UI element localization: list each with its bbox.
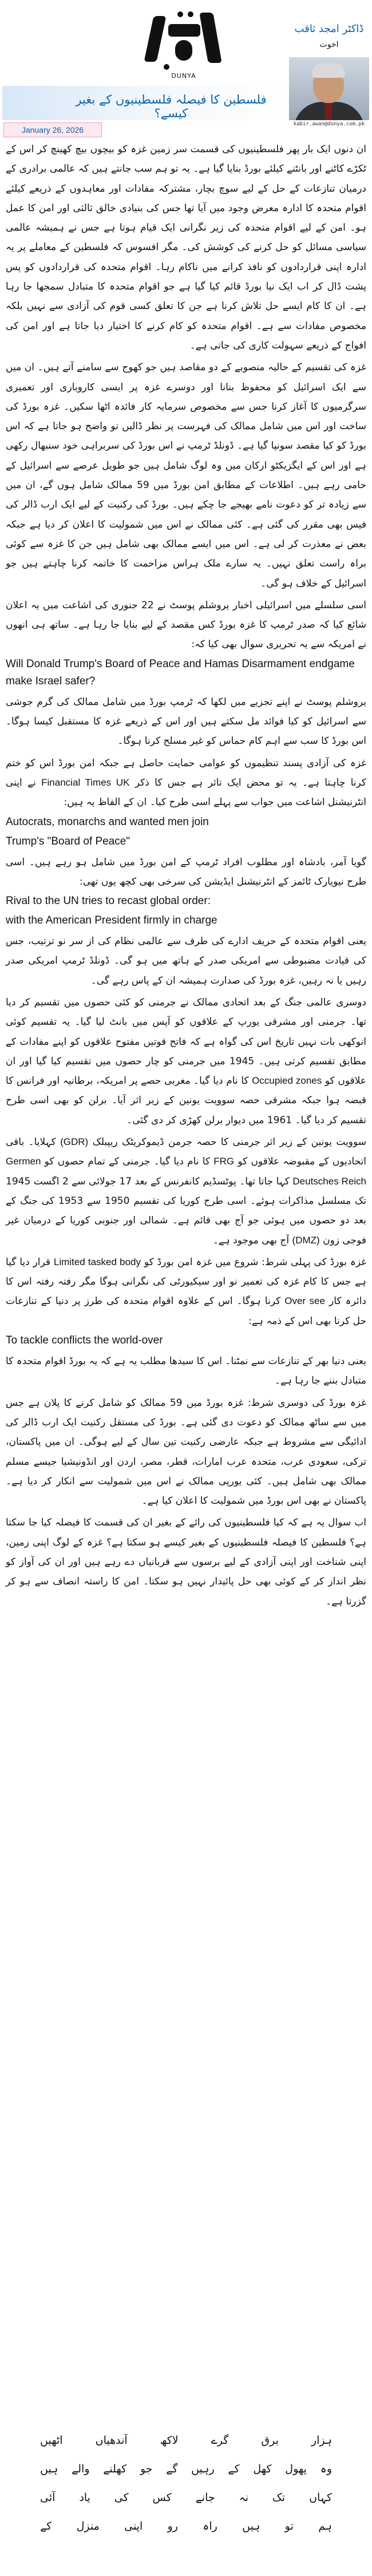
columnist-email[interactable]: kabir.awan@dunya.com.pk	[293, 121, 365, 127]
paragraph	[6, 754, 366, 990]
paragraph	[6, 1132, 366, 1250]
paragraph-text: گویا آمر، بادشاہ اور مطلوب افراد ٹرمپ کے امن بورڈ میں شامل ہو رہے ہیں۔ اسی طرح نیویارک ٹائمز کے انٹرنیشنل ایڈیشن کی سرخی بھی کچھ یوں تھی:	[6, 856, 366, 887]
english-term: (DMZ)	[292, 1234, 320, 1246]
english-term: Limited tasked body	[53, 1256, 141, 1267]
poem-word: کی	[114, 2491, 129, 2504]
article-body	[6, 140, 366, 1614]
paragraph-text: سوویت یونین کے زیر اثر جرمنی کا حصہ جرمن ڈیموکریٹک ریپبلک	[92, 1136, 367, 1148]
headline: فلسطین کا فیصلہ فلسطینیوں کے بغیر کیسے؟	[76, 93, 267, 120]
source-name: Financial Times UK	[41, 776, 130, 788]
columnist-name: ڈاکٹر امجد ثاقب	[294, 23, 364, 35]
poem-word: یاد	[79, 2491, 90, 2504]
paragraph-text: نے اپنی انٹرنیشنل اشاعت میں جواب سے پہلے اسی طرح کیا۔ ان کے الفاظ یہ ہیں:	[6, 776, 366, 809]
poem-word: ہیں	[242, 2520, 260, 2533]
english-quote: Will Donald Trump's Board of Peace and Hamas Disarmament endgame make Israel safer?	[6, 657, 355, 687]
columnist-photo	[289, 57, 369, 120]
poem-word: تک	[272, 2491, 286, 2504]
paragraph: غزہ کی تقسیم کے حالیہ منصوبے کے دو مقاصد ہیں جو کھوج سے سامنے آتے ہیں۔ ان میں سے ایک اسرائیل کو محفوظ بنانا اور دوسرے غزہ پر ایسی کاروباری اور تعمیری سرگرمیوں کا آغاز کرنا جس سے مخصوص سرمایہ کار فائدہ اٹھا سکیں۔ غزہ بورڈ کی ساخت اور اس میں شامل ممالک کی فہرست پر نظر ڈالیں تو واضح ہو جاتا ہے کہ اس بورڈ کو کیا مقصد سونپا گیا ہے۔ ڈونلڈ ٹرمپ نے اس بورڈ کی سربراہی خود سنبھال رکھی ہے اور اس کے ایگزیکٹو ارکان میں وہ لوگ شامل ہیں جو طویل عرصے سے اسرائیل کے حامی رہے ہیں۔ اطلاعات کے مطابق امن بورڈ میں 59 ممالک شامل ہوں گے، ان میں سے زیادہ تر کو دعوت نامے بھیجے جا چکے ہیں۔ بورڈ کی رکنیت کے لیے ایک ارب ڈالر کی فیس بھی مقرر کی گئی ہے۔ کئی ممالک نے اس میں شمولیت کا اعلان کر دیا ہے جبکہ بعض نے معذرت کر لی ہے۔ اس میں ایسے ممالک بھی شامل ہیں جن کا غزہ سے کوئی براہ راست تعلق نہیں۔ یہ سارے ملک ہراس مزاحمت کا خاتمہ کرنا چاہتے ہیں جو اسرائیل کے خلاف ہو گی۔	[6, 362, 366, 589]
poem-word: وہ	[320, 2463, 332, 2475]
paragraph-text: کرنا ہوگا۔ اس کے علاوہ اقوام متحدہ کی طرز پر دنیا کے تنازعات حل کرنا بھی اس کے ذمہ ہے:	[6, 1295, 366, 1327]
poem-word: گے	[166, 2463, 178, 2475]
poem-verse	[40, 2512, 332, 2541]
column-tag: اخوت	[319, 40, 339, 49]
dunya-logo	[141, 5, 227, 72]
poem-word: اپنی	[124, 2520, 143, 2533]
poem-word: آندھیاں	[95, 2434, 128, 2447]
poem-word: پھول	[285, 2463, 307, 2475]
paragraph-text: کا نام دیا گیا۔ مغربی حصے پر امریکہ، برطانیہ اور فرانس کا قبضہ ہوا جبکہ مشرقی حصہ سوویت یونین کے زیر اثر آیا۔ برلن کو بھی اسی طرح تقسیم کر دیا گیا۔ 1961 میں دیوار برلن کھڑی کر دی گئی۔	[6, 1075, 366, 1126]
poem-word: جو	[140, 2463, 153, 2475]
paragraph-text: دوسری عالمی جنگ کے بعد اتحادی ممالک نے جرمنی کو کئی حصوں میں تقسیم کر دیا تھا۔ جرمنی اور مشرقی یورپ کے علاقوں کو آپس میں بانٹ لیا گیا۔ یہ تقسیم کوئی انوکھی بات نہیں تاریخ اس کی گواہ ہے کہ فاتح قوتیں مفتوح علاقوں کو اپنے مفادات کے مطابق تقسیم کرتی ہیں۔ 1945 میں جرمنی کو چار حصوں میں تقسیم کیا گیا اور ان علاقوں کو	[6, 996, 367, 1087]
paragraph-text: یروشلم پوسٹ نے اپنے تجزیے میں لکھا کہ ٹرمپ بورڈ میں شامل ممالک کی گرم جوشی سے اسرائیل کو کیا فوائد مل سکتے ہیں اور اس کے ذریعے غزہ کا مستقبل کیسا ہوگا۔ اس بورڈ کا سب سے اہم کام حماس کو غیر مسلح کرنا ہوگا۔	[6, 696, 366, 747]
poem-word: ہم	[318, 2520, 332, 2533]
poem-word: کے	[228, 2463, 240, 2475]
paragraph-text: کہلایا۔ باقی اتحادیوں کے مقبوضہ علاقوں کو	[6, 1136, 367, 1168]
english-quote: To tackle conflicts the world-over	[6, 1334, 163, 1347]
closing-poem	[40, 2426, 332, 2541]
paragraph: اب سوال یہ ہے کہ کیا فلسطینیوں کی رائے کے بغیر ان کی قسمت کا فیصلہ کیا جا سکتا ہے؟ فلسطین کا فیصلہ فلسطینیوں کے بغیر کیسے ہو سکتا ہے؟ غزہ کے لوگ اپنی زمین، اپنی شناخت اور اپنی آزادی کے لیے برسوں سے قربانیاں دے رہے ہیں اور ان کی آواز کو نظر انداز کر کے کوئی بھی حل پائیدار نہیں ہو سکتا۔ امن کا راستہ انصاف سے ہو کر گزرتا ہے۔	[6, 1517, 366, 1607]
paragraph: ان دنوں ایک بار پھر فلسطینیوں کی قسمت سر زمین غزہ کو بیچوں بیچ کھینچ کر اس کے ٹکڑے کاٹنے اور بانٹنے کیلئے بورڈ بنایا گیا ہے۔ یہ تو ہم سب جانتے ہیں کہ عالمی برادری کے درمیان تنازعات کے حل کے لیے سوچ بچار، مشترکہ مفادات اور معاہدوں کے ذریعے کیلئے اقوام متحدہ کا ادارہ معرض وجود میں آیا تھا جس کی بنیادی خالق ثالثی اور امن کا عمل ہو۔ امن کے لیے اقوام متحدہ کی زیر نگرانی ایک قیام ہوتا ہے جس نے ہمیشہ عالمی سیاسی مسائل کو حل کرنے کی کوشش کی۔ مگر افسوس کہ فلسطین کے معاملے پر یہ ادارہ اپنی قراردادوں کو نافذ کرانے میں ناکام رہا۔ اقوام متحدہ کی قراردادوں کو پس پشت ڈال کر اب ایک نیا بورڈ قائم کیا گیا ہے جو اقوام متحدہ کا متبادل سمجھا جا رہا ہے۔ ان کا کام ایسے حل تلاش کرنا ہے جن کا تعلق کسی قوم کی آزادی سے نہیں بلکہ مخصوص مفادات سے ہے۔ اقوام متحدہ کو کام کرنے کا اختیار دیا جاتا ہے اور امن کی افواج کے ذریعے سہولت کاری کی جاتی ہے۔	[6, 144, 366, 351]
paragraph-text: یعنی اقوام متحدہ کے حریف ادارے کی طرف سے عالمی نظام کی از سر نو ترتیب، جس کی قیادت مضبوطی سے امریکی صدر کے ہاتھ میں ہو گی۔ ڈونلڈ ٹرمپ امریکی صدر رہیں یا نہ رہیں، غزہ بورڈ کی صدارت ہمیشہ ان کے پاس رہے گی۔	[6, 936, 366, 986]
paragraph	[6, 993, 366, 1130]
paragraph-text: کا نام دیا گیا۔ جرمنی کے تمام حصوں کو	[44, 1156, 210, 1168]
english-quote: Autocrats, monarchs and wanted men join	[6, 815, 209, 828]
publish-date: January 26, 2026	[3, 122, 102, 137]
paragraph	[6, 596, 366, 751]
paragraph-text: کہا جاتا تھا۔ پوٹسڈیم کانفرنس کے بعد 17 جولائی سے 2 اگست 1945 تک مسلسل مذاکرات ہوئے۔ اسی طرح کوریا کی تقسیم 1950 سے 1953 کی جنگ کے بعد دو حصوں میں ہوئی جو آج بھی قائم ہے۔ شمالی اور جنوبی کوریا کے درمیان غیر فوجی زون	[6, 1175, 367, 1246]
poem-verse	[40, 2426, 332, 2455]
poem-word: رو	[167, 2520, 178, 2533]
english-term: (GDR)	[60, 1136, 89, 1148]
poem-verse	[40, 2483, 332, 2512]
poem-word: منزل	[76, 2520, 100, 2533]
poem-word: کس	[152, 2491, 172, 2504]
poem-word: راہ	[203, 2520, 217, 2533]
english-quote: Trump's "Board of Peace"	[6, 835, 130, 847]
poem-word: جانے	[195, 2491, 215, 2504]
poem-word: کہاں	[309, 2491, 332, 2504]
poem-word: کھلنے	[103, 2463, 127, 2475]
logo-subtitle: DUNYA	[171, 72, 196, 80]
poem-word: نہ	[239, 2491, 248, 2504]
paragraph-text: یعنی دنیا بھر کے تنازعات سے نمٹنا۔ اس کا سیدھا مطلب یہ ہے کہ یہ بورڈ اقوام متحدہ کا متبادل بننے جا رہا ہے۔	[6, 1356, 366, 1387]
poem-verse	[40, 2455, 332, 2483]
poem-word: کھل	[253, 2463, 272, 2475]
poem-word: ہزار	[311, 2434, 332, 2447]
english-term: Germen Deutsches Reich	[6, 1156, 367, 1187]
poem-word: اٹھیں	[40, 2434, 63, 2447]
paragraph	[6, 1253, 366, 1391]
english-quote: Rival to the UN tries to recast global order:	[6, 895, 211, 907]
poem-word: ہیں	[40, 2463, 58, 2475]
english-quote: with the American President firmly in charge	[6, 914, 217, 927]
paragraph-text: غزہ کی آزادی پسند تنظیموں کو عوامی حمایت حاصل ہے جبکہ امن بورڈ اس کو ختم کرنا چاہتا ہے۔ یہ تو محض ایک تاثر ہے جس کا ذکر	[6, 757, 366, 788]
english-term: Occupied zones	[252, 1075, 322, 1087]
poem-word: لاکھ	[160, 2434, 179, 2447]
poem-word: والے	[72, 2463, 90, 2475]
paragraph-text: قرار دیا گیا ہے جس کا کام غزہ کی تعمیر نو اور سیکیورٹی کی نگرانی ہوگا مگر رفتہ رفتہ اس کا دائرہ کار	[6, 1256, 366, 1307]
poem-word: گرے	[211, 2434, 229, 2447]
paragraph-text: آج بھی موجود ہے۔	[212, 1234, 290, 1246]
paragraph: غزہ بورڈ کی دوسری شرط: غزہ بورڈ میں 59 ممالک کو شامل کرنے کا پلان ہے جس میں سے ساٹھ ممالک کو دعوت دی گئی ہے۔ بورڈ کی مستقل رکنیت ایک ارب ڈالر کی ادائیگی سے مشروط ہے جبکہ عارضی رکنیت تین سال کے لیے ہوگی۔ ان میں پاکستان، ترکی، سعودی عرب، متحدہ عرب امارات، قطر، مصر، اردن اور انڈونیشیا جیسے مسلم ممالک بھی شامل ہیں۔ کئی یورپی ممالک نے اس میں شمولیت سے انکار کر دیا ہے۔ پاکستان نے بھی اس بورڈ میں شمولیت کا اعلان کیا ہے۔	[6, 1397, 366, 1507]
poem-word: کے	[40, 2520, 52, 2533]
paragraph-text: اسی سلسلے میں اسرائیلی اخبار یروشلم پوسٹ نے 22 جنوری کی اشاعت میں یہ اعلان شائع کیا کہ صدر ٹرمپ کا غزہ بورڈ کس مقصد کے لیے بنایا جا رہا ہے۔ ساتھ ہی انھوں نے امریکہ سے یہ تحریری سوال بھی کیا کہ:	[6, 599, 366, 651]
masthead	[0, 0, 372, 120]
poem-word: آئی	[40, 2491, 56, 2504]
english-term: FRG	[213, 1156, 235, 1167]
poem-word: تو	[284, 2520, 294, 2533]
paragraph-text: غزہ بورڈ کی پہلی شرط: شروع میں غزہ امن بورڈ کو	[144, 1256, 367, 1268]
poem-word: برق	[261, 2434, 279, 2447]
english-term: Over see	[284, 1295, 325, 1307]
poem-word: رہیں	[191, 2463, 215, 2475]
